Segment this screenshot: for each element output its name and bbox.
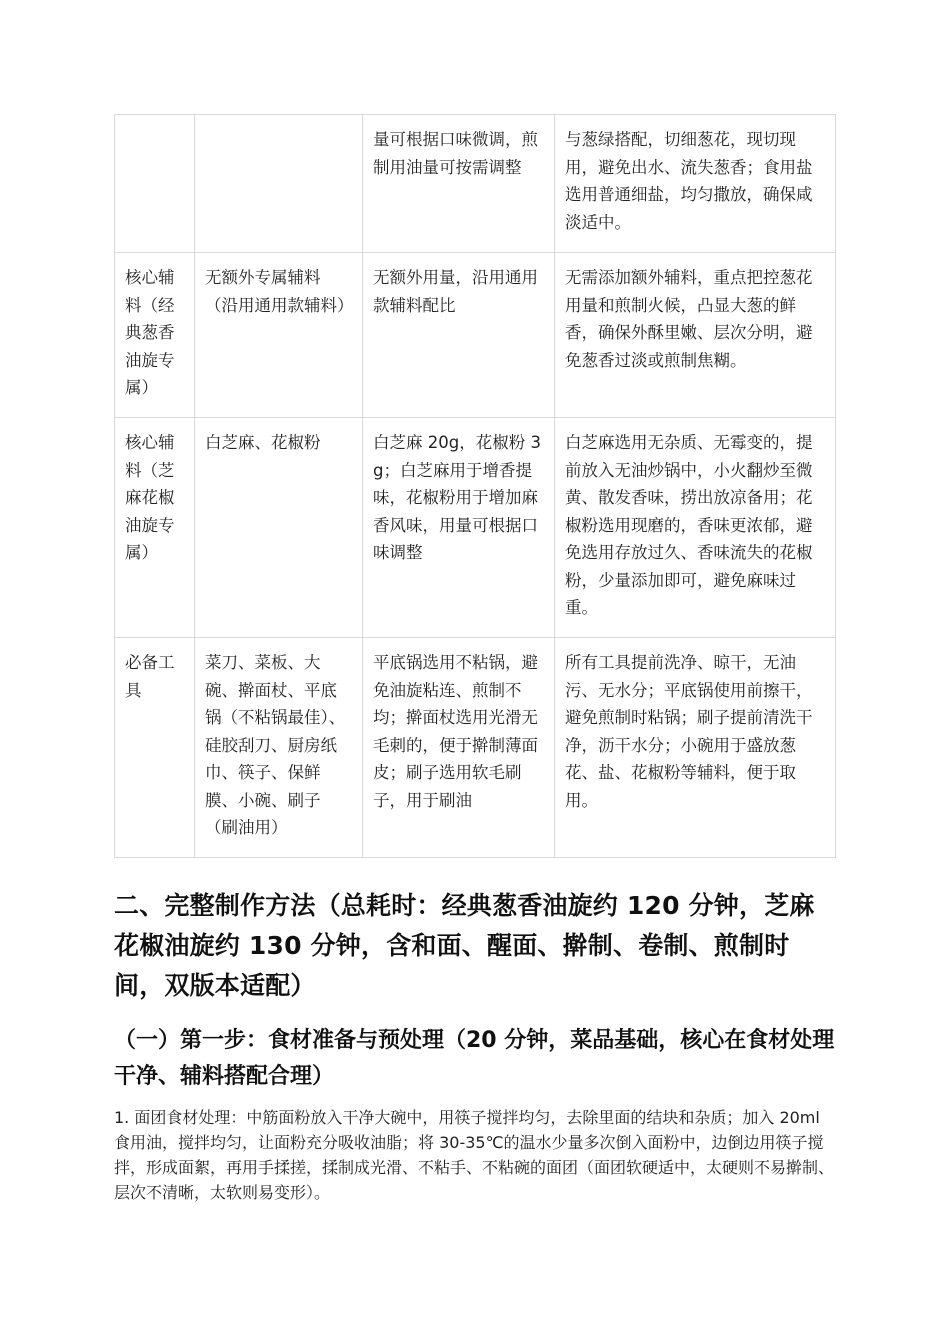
table-cell-amount: 量可根据口味微调，煎制用油量可按需调整	[363, 115, 555, 253]
table-row	[115, 638, 836, 858]
table-cell-category	[115, 115, 195, 253]
table-cell-notes: 与葱绿搭配，切细葱花，现切现用，避免出水、流失葱香；食用盐选用普通细盐，均匀撒放，确保咸淡适中。	[555, 115, 836, 253]
table-cell-notes: 白芝麻选用无杂质、无霉变的，提前放入无油炒锅中，小火翻炒至微黄、散发香味，捞出放凉备用；花椒粉选用现磨的，香味更浓郁，避免选用存放过久、香味流失的花椒粉，少量添加即可，避免麻味过重。	[555, 418, 836, 638]
section-heading: 二、完整制作方法（总耗时：经典葱香油旋约 120 分钟，芝麻花椒油旋约 130 分钟，含和面、醒面、擀制、卷制、煎制时间，双版本适配）	[114, 891, 815, 1000]
table-row	[115, 115, 836, 253]
ingredients-table	[114, 114, 836, 858]
table-cell-amount: 白芝麻 20g，花椒粉 3g；白芝麻用于增香提味，花椒粉用于增加麻香风味，用量可根据口味调整	[363, 418, 555, 638]
table-cell-items: 菜刀、菜板、大碗、擀面杖、平底锅（不粘锅最佳）、硅胶刮刀、厨房纸巾、筷子、保鲜膜、小碗、刷子（刷油用）	[195, 638, 363, 858]
table-cell-items	[195, 115, 363, 253]
step-heading: （一）第一步：食材准备与预处理（20 分钟，菜品基础，核心在食材处理干净、辅料搭配合理）	[114, 1028, 835, 1089]
table-cell-category: 必备工具	[115, 638, 195, 858]
table-cell-notes: 所有工具提前洗净、晾干，无油污、无水分；平底锅使用前擦干，避免煎制时粘锅；刷子提前清洗干净，沥干水分；小碗用于盛放葱花、盐、花椒粉等辅料，便于取用。	[555, 638, 836, 858]
table-cell-amount: 无额外用量，沿用通用款辅料配比	[363, 253, 555, 418]
table-cell-category: 核心辅料（芝麻花椒油旋专属）	[115, 418, 195, 638]
table-row	[115, 253, 836, 418]
table-cell-items: 白芝麻、花椒粉	[195, 418, 363, 638]
step-paragraph: 1. 面团食材处理：中筋面粉放入干净大碗中，用筷子搅拌均匀，去除里面的结块和杂质；加入 20ml 食用油，搅拌均匀，让面粉充分吸收油脂；将 30-35℃的温水少量多次倒入面粉中，边倒边用筷子搅拌，形成面絮，再用手揉搓，揉制成光滑、不粘手、不粘碗的面团（面团软硬适中，太硬则不易擀制、层次不清晰，太软则易变形）。	[114, 1108, 835, 1202]
table-cell-category: 核心辅料（经典葱香油旋专属）	[115, 253, 195, 418]
table-row	[115, 418, 836, 638]
table-cell-notes: 无需添加额外辅料，重点把控葱花用量和煎制火候，凸显大葱的鲜香，确保外酥里嫩、层次分明，避免葱香过淡或煎制焦糊。	[555, 253, 836, 418]
document-page	[114, 114, 835, 1205]
table-cell-items: 无额外专属辅料（沿用通用款辅料）	[195, 253, 363, 418]
table-cell-amount: 平底锅选用不粘锅，避免油旋粘连、煎制不均；擀面杖选用光滑无毛刺的，便于擀制薄面皮；刷子选用软毛刷子，用于刷油	[363, 638, 555, 858]
